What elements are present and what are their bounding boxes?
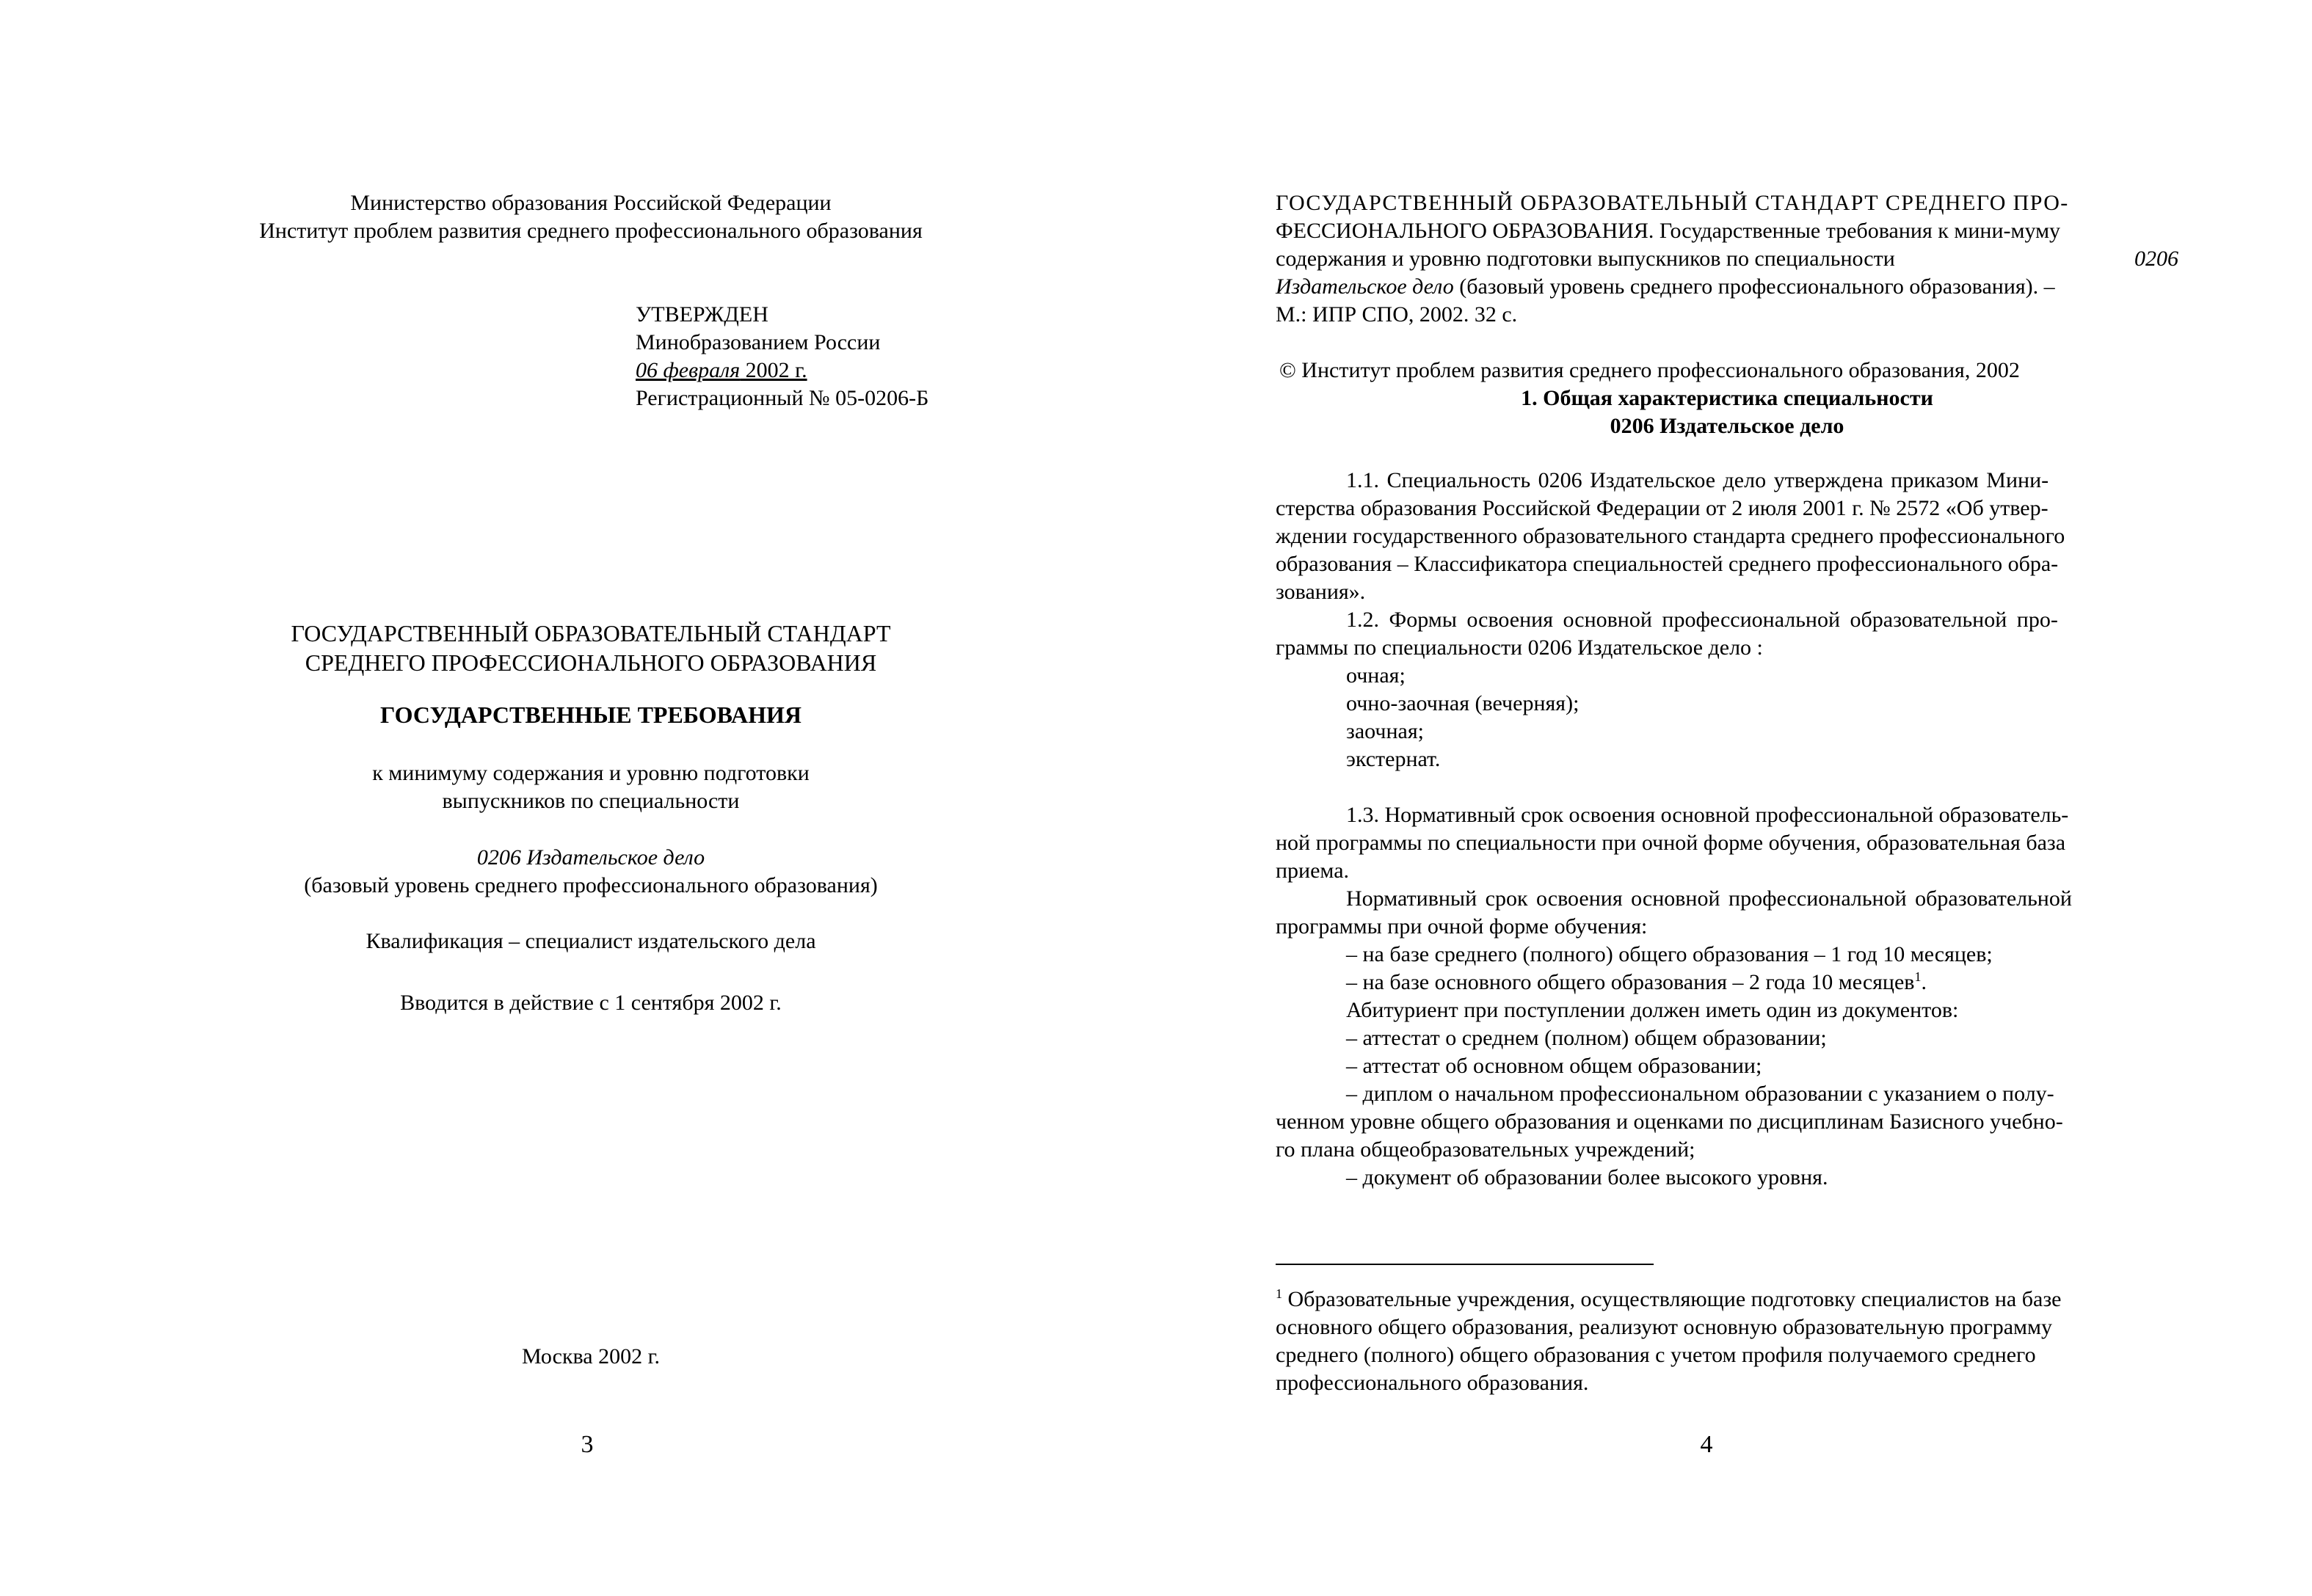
- approval-title: УТВЕРЖДЕН: [636, 302, 768, 327]
- biblio-line: М.: ИПР СПО, 2002. 32 с.: [1276, 302, 1518, 327]
- effective-date: Вводится в действие с 1 сентября 2002 г.: [400, 991, 782, 1015]
- term-item: [1346, 969, 2183, 996]
- text-line: зования».: [1276, 580, 1366, 604]
- approval-date-handwritten: 06 февраля: [636, 358, 741, 382]
- study-terms: [1346, 941, 2183, 1024]
- specialty-title: 0206 Издательское дело: [476, 845, 705, 870]
- footnote-line: [1276, 1286, 2178, 1313]
- biblio-line: [1276, 273, 2178, 301]
- paragraph-1-3: [1276, 801, 2178, 941]
- list-item: – аттестат о среднем (полном) общем образовании;: [1346, 1026, 1827, 1050]
- term-end: .: [1921, 970, 1927, 994]
- approval-date: [636, 357, 1003, 385]
- header-line: Министерство образования Российской Федерации: [350, 191, 832, 215]
- list-item: ченном уровне общего образования и оценками по дисциплинам Базисного учебно-: [1276, 1109, 2063, 1134]
- footnote: [1276, 1286, 2178, 1397]
- ministry-header: [147, 189, 1035, 245]
- footnote-line: профессионального образования.: [1276, 1371, 1589, 1395]
- requirements-sub-line: выпускников по специальности: [442, 789, 740, 813]
- approval-date-year: 2002 г.: [740, 358, 807, 382]
- term-text: – на базе основного общего образования – 2 года 10 месяцев: [1346, 970, 1915, 994]
- copyright: © Институт проблем развития среднего профессионального образования, 2002: [1279, 358, 2020, 382]
- standard-title-line: ГОСУДАРСТВЕННЫЙ ОБРАЗОВАТЕЛЬНЫЙ СТАНДАРТ: [291, 620, 891, 646]
- approval-by: Минобразованием России: [636, 330, 881, 354]
- requirements-heading: ГОСУДАРСТВЕННЫЕ ТРЕБОВАНИЯ: [380, 702, 801, 728]
- biblio-line: [1276, 245, 2178, 273]
- header-line: Институт проблем развития среднего профессионального образования: [259, 219, 923, 243]
- list-item: – аттестат об основном общем образовании;: [1346, 1054, 1762, 1078]
- education-level: (базовый уровень среднего профессионального образования): [304, 873, 878, 897]
- footnote-ref[interactable]: 1: [1914, 969, 1922, 984]
- list-item: – диплом о начальном профессиональном образовании с указанием о полу-: [1346, 1082, 2054, 1106]
- page-number: 3: [581, 1431, 594, 1458]
- applicant-line: Абитуриент при поступлении должен иметь один из документов:: [1346, 998, 1959, 1022]
- footnote-mark: 1: [1276, 1286, 1282, 1301]
- biblio-specialty: Издательское дело: [1276, 274, 1454, 299]
- term-item: – на базе среднего (полного) общего образования – 1 год 10 месяцев;: [1346, 942, 1993, 966]
- text-line: 1.3. Нормативный срок освоения основной профессиональной образователь-: [1346, 803, 2069, 827]
- documents-list: [1276, 1024, 2178, 1192]
- list-item: заочная;: [1346, 719, 1424, 743]
- footnote-line: основного общего образования, реализуют основную образовательную программу: [1276, 1315, 2053, 1339]
- text-line: 1.1. Специальность 0206 Издательское дело утверждена приказом Мини-: [1346, 468, 2049, 492]
- text-line: граммы по специальности 0206 Издательское дело :: [1276, 635, 1763, 660]
- section-heading: 1. Общая характеристика специальности: [1521, 386, 1933, 410]
- biblio-code: 0206: [2134, 247, 2178, 271]
- text-line: программы при очной форме обучения:: [1276, 914, 1648, 939]
- right-page: [1156, 0, 2312, 1596]
- standard-title: [147, 619, 1035, 677]
- text-line: ной программы по специальности при очной форме обучения, образовательная база: [1276, 831, 2066, 855]
- page-number: 4: [1700, 1431, 1713, 1458]
- list-item: го плана общеобразовательных учреждений;: [1276, 1137, 1695, 1162]
- list-item: очная;: [1346, 663, 1406, 688]
- qualification: Квалификация – специалист издательского дела: [366, 929, 816, 953]
- text-line: Нормативный срок освоения основной профессиональной образовательной: [1346, 886, 2072, 911]
- text-line: 1.2. Формы освоения основной профессиональной образовательной про-: [1346, 608, 2058, 632]
- list-item: очно-заочная (вечерняя);: [1346, 691, 1579, 715]
- biblio-text: содержания и уровню подготовки выпускников по специальности: [1276, 247, 1895, 271]
- bibliographic-record: [1276, 189, 2178, 329]
- biblio-line: ГОСУДАРСТВЕННЫЙ ОБРАЗОВАТЕЛЬНЫЙ СТАНДАРТ СРЕДНЕГО ПРО-: [1276, 191, 2069, 215]
- list-item: – документ об образовании более высокого уровня.: [1346, 1165, 1828, 1189]
- footnote-line: среднего (полного) общего образования с учетом профиля получаемого среднего: [1276, 1343, 2036, 1367]
- forms-list: [1346, 662, 2153, 773]
- text-line: образования – Классификатора специальностей среднего профессионального обра-: [1276, 552, 2059, 576]
- approval-block: [636, 301, 1003, 412]
- city-year: Москва 2002 г.: [521, 1344, 661, 1369]
- registration-number: Регистрационный № 05-0206-Б: [636, 386, 929, 410]
- biblio-line: ФЕССИОНАЛЬНОГО ОБРАЗОВАНИЯ. Государственные требования к мини-муму: [1276, 219, 2061, 243]
- footnote-text: Образовательные учреждения, осуществляющие подготовку специалистов на базе: [1282, 1287, 2062, 1311]
- standard-title-line: СРЕДНЕГО ПРОФЕССИОНАЛЬНОГО ОБРАЗОВАНИЯ: [305, 649, 877, 676]
- paragraph-1-2: [1276, 606, 2178, 662]
- biblio-text: (базовый уровень среднего профессионального образования). –: [1453, 274, 2055, 299]
- list-item: экстернат.: [1346, 747, 1441, 771]
- text-line: ждении государственного образовательного стандарта среднего профессионального: [1276, 524, 2065, 548]
- paragraph-1-1: [1276, 467, 2178, 606]
- text-line: приема.: [1276, 859, 1350, 883]
- text-line: стерства образования Российской Федерации от 2 июля 2001 г. № 2572 «Об утвер-: [1276, 496, 2049, 520]
- section-subheading: 0206 Издательское дело: [1610, 414, 1844, 438]
- requirements-subtitle: [147, 759, 1035, 815]
- requirements-sub-line: к минимуму содержания и уровню подготовки: [372, 761, 810, 785]
- footnote-divider: [1276, 1264, 1654, 1265]
